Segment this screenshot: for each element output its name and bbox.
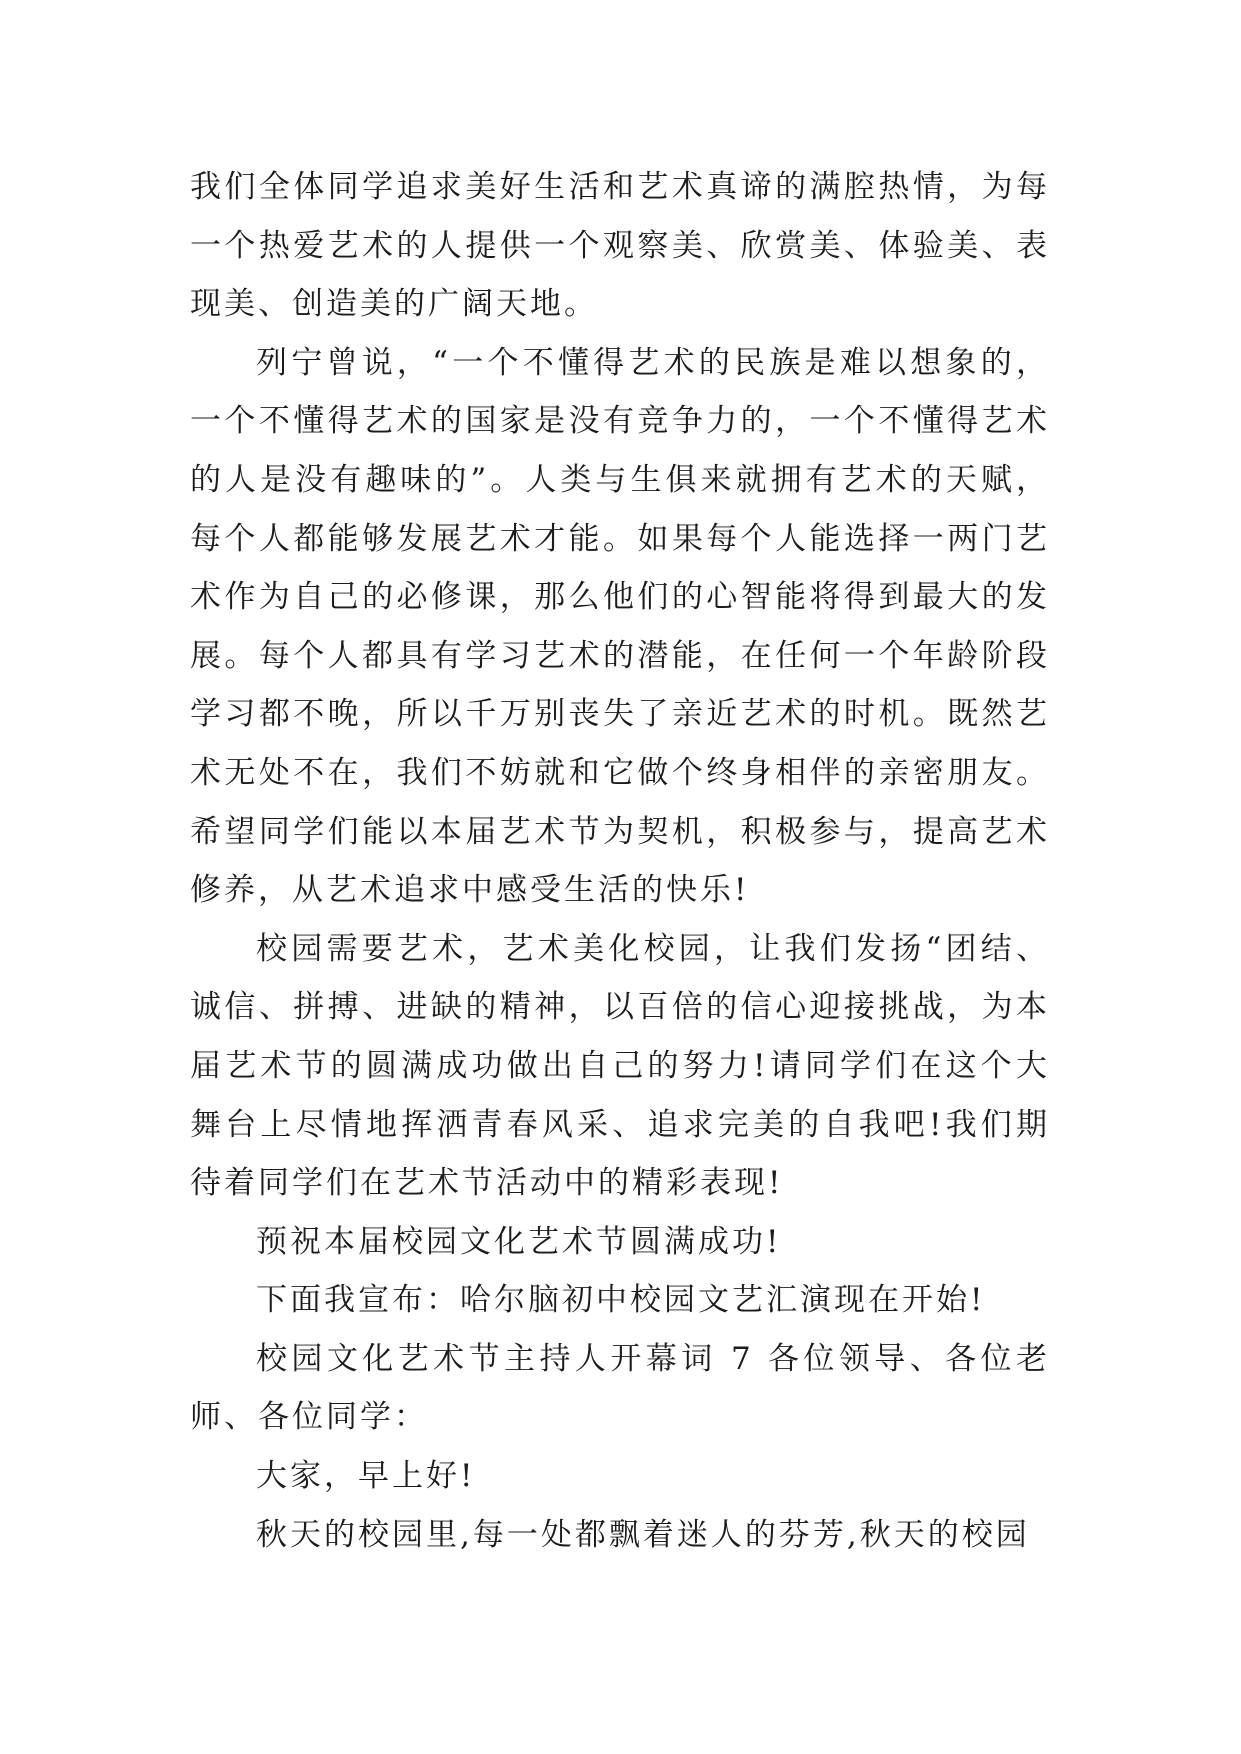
paragraph-5: 下面我宣布：哈尔脑初中校园文艺汇演现在开始! bbox=[256, 1282, 986, 1319]
paragraph-7: 大家，早上好! bbox=[256, 1458, 476, 1495]
paragraph-6: 校园文化艺术节主持人开幕词 7 各位领导、各位老师、各位同学： bbox=[190, 1340, 1050, 1436]
paragraph-2: 列宁曾说，“一个不懂得艺术的民族是难以想象的，一个不懂得艺术的国家是没有竞争力的，一个不懂得艺术的人是没有趣味的”。人类与生俱来就拥有艺术的天赋，每个人都能够发展艺术才能。如果每个人能选择一两门艺术作为自己的必修课，那么他们的心智能将得到最大的发展。每个人都具有学习艺术的潜能，在任何一个年龄阶段学习都不晚，所以千万别丧失了亲近艺术的时机。既然艺术无处不在，我们不妨就和它做个终身相伴的亲密朋友。希望同学们能以本届艺术节为契机，积极参与，提高艺术修养，从艺术追求中感受生活的快乐! bbox=[190, 344, 1050, 909]
document-body bbox=[190, 158, 1050, 1564]
paragraph-4: 预祝本届校园文化艺术节圆满成功! bbox=[256, 1223, 782, 1260]
paragraph-1: 我们全体同学追求美好生活和艺术真谛的满腔热情，为每一个热爱艺术的人提供一个观察美、欣赏美、体验美、表现美、创造美的广阔天地。 bbox=[190, 169, 1050, 323]
paragraph-3: 校园需要艺术，艺术美化校园，让我们发扬“团结、诚信、拼搏、进缺的精神，以百倍的信心迎接挑战，为本届艺术节的圆满成功做出自己的努力!请同学们在这个大舞台上尽情地挥洒青春风采、追求完美的自我吧!我们期待着同学们在艺术节活动中的精彩表现! bbox=[190, 930, 1050, 1202]
paragraph-8: 秋天的校园里,每一处都飘着迷人的芬芳,秋天的校园 bbox=[256, 1516, 1030, 1553]
